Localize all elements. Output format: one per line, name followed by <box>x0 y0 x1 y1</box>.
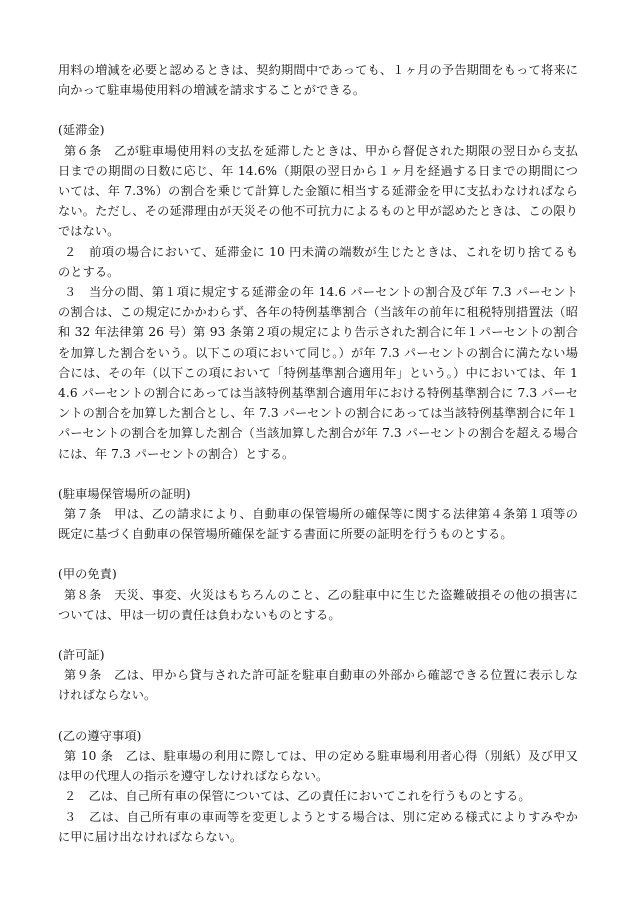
article-6: 第６条 乙が駐車場使用料の支払を延滞したときは、甲から督促された期限の翌日から支払日までの期間の日数に応じ、年 14.6%（期限の翌日から１ヶ月を経過する日までの期間については、年 7.3%）の割合を乗じて計算した金額に相当する延滞金を甲に支払わなければならない。ただし、その延滞理由が天災その他不可抗力によるものと甲が認めたときは、この限りではない。 <box>58 143 578 239</box>
article-6-para-2: ２ 前項の場合において、延滞金に 10 円未満の端数が生じたときは、これを切り捨てるものとする。 <box>58 244 578 279</box>
section-obligations <box>58 726 578 847</box>
spacer <box>58 464 578 484</box>
spacer <box>58 625 578 645</box>
document-page <box>58 60 578 847</box>
section-permit <box>58 645 578 706</box>
section-heading: (甲の免責) <box>58 567 117 582</box>
section-heading: (駐車場保管場所の証明) <box>58 486 191 501</box>
section-heading: (乙の遵守事項) <box>58 728 142 743</box>
article-7: 第７条 甲は、乙の請求により、自動車の保管場所の確保等に関する法律第４条第１項等の既定に基づく自動車の保管場所確保を証する書面に所要の証明を行うものとする。 <box>58 507 578 542</box>
article-8: 第８条 天災、事変、火災はもちろんのこと、乙の駐車中に生じた盗難破損その他の損害については、甲は一切の責任は負わないものとする。 <box>58 587 578 622</box>
article-9: 第９条 乙は、甲から貸与された許可証を駐車自動車の外部から確認できる位置に表示しなければならない。 <box>58 668 578 703</box>
article-10-para-2: ２ 乙は、自己所有車の保管については、乙の責任においてこれを行うものとする。 <box>64 789 531 804</box>
section-late-fee <box>58 120 578 463</box>
article-6-para-3: ３ 当分の間、第１項に規定する延滞金の年 14.6 パーセントの割合及び年 7.3 パーセントの割合は、この規定にかかわらず、各年の特例基準割合（当該年の前年に租税特別措置法（昭和 32 年法律第 26 号）第 93 条第２項の規定により告示された割合に年１パーセントの割合を加算した割合をいう。以下この項において同じ。）が年 7.3 パーセントの割合に満たない場合には、その年（以下この項において「特例基準割合適用年」という。）中においては、年 14.6 パーセントの割合にあっては当該特例基準割合適用年における特例基準割合に 7.3 パーセントの割合を加算した割合とし、年 7.3 パーセントの割合にあっては当該特例基準割合に年１パーセントの割合を加算した割合（当該加算した割合が年 7.3 パーセントの割合を超える場合には、年 7.3 パーセントの割合）とする。 <box>58 285 578 461</box>
spacer <box>58 544 578 564</box>
article-10-para-3: ３ 乙は、自己所有車の車両等を変更しようとする場合は、別に定める様式によりすみやかに甲に届け出なければならない。 <box>58 809 578 844</box>
section-disclaimer <box>58 564 578 625</box>
spacer <box>58 100 578 120</box>
section-heading: (延滞金) <box>58 123 105 138</box>
article-10: 第 10 条 乙は、駐車場の利用に際しては、甲の定める駐車場利用者心得（別紙）及び甲又は甲の代理人の指示を遵守しなければならない。 <box>58 748 578 784</box>
section-heading: (許可証) <box>58 648 105 663</box>
spacer <box>58 706 578 726</box>
section-parking-certificate <box>58 484 578 545</box>
intro-paragraph: 用料の増減を必要と認めるときは、契約期間中であっても、１ヶ月の予告期間をもって将来に向かって駐車場使用料の増減を請求することができる。 <box>58 63 578 98</box>
